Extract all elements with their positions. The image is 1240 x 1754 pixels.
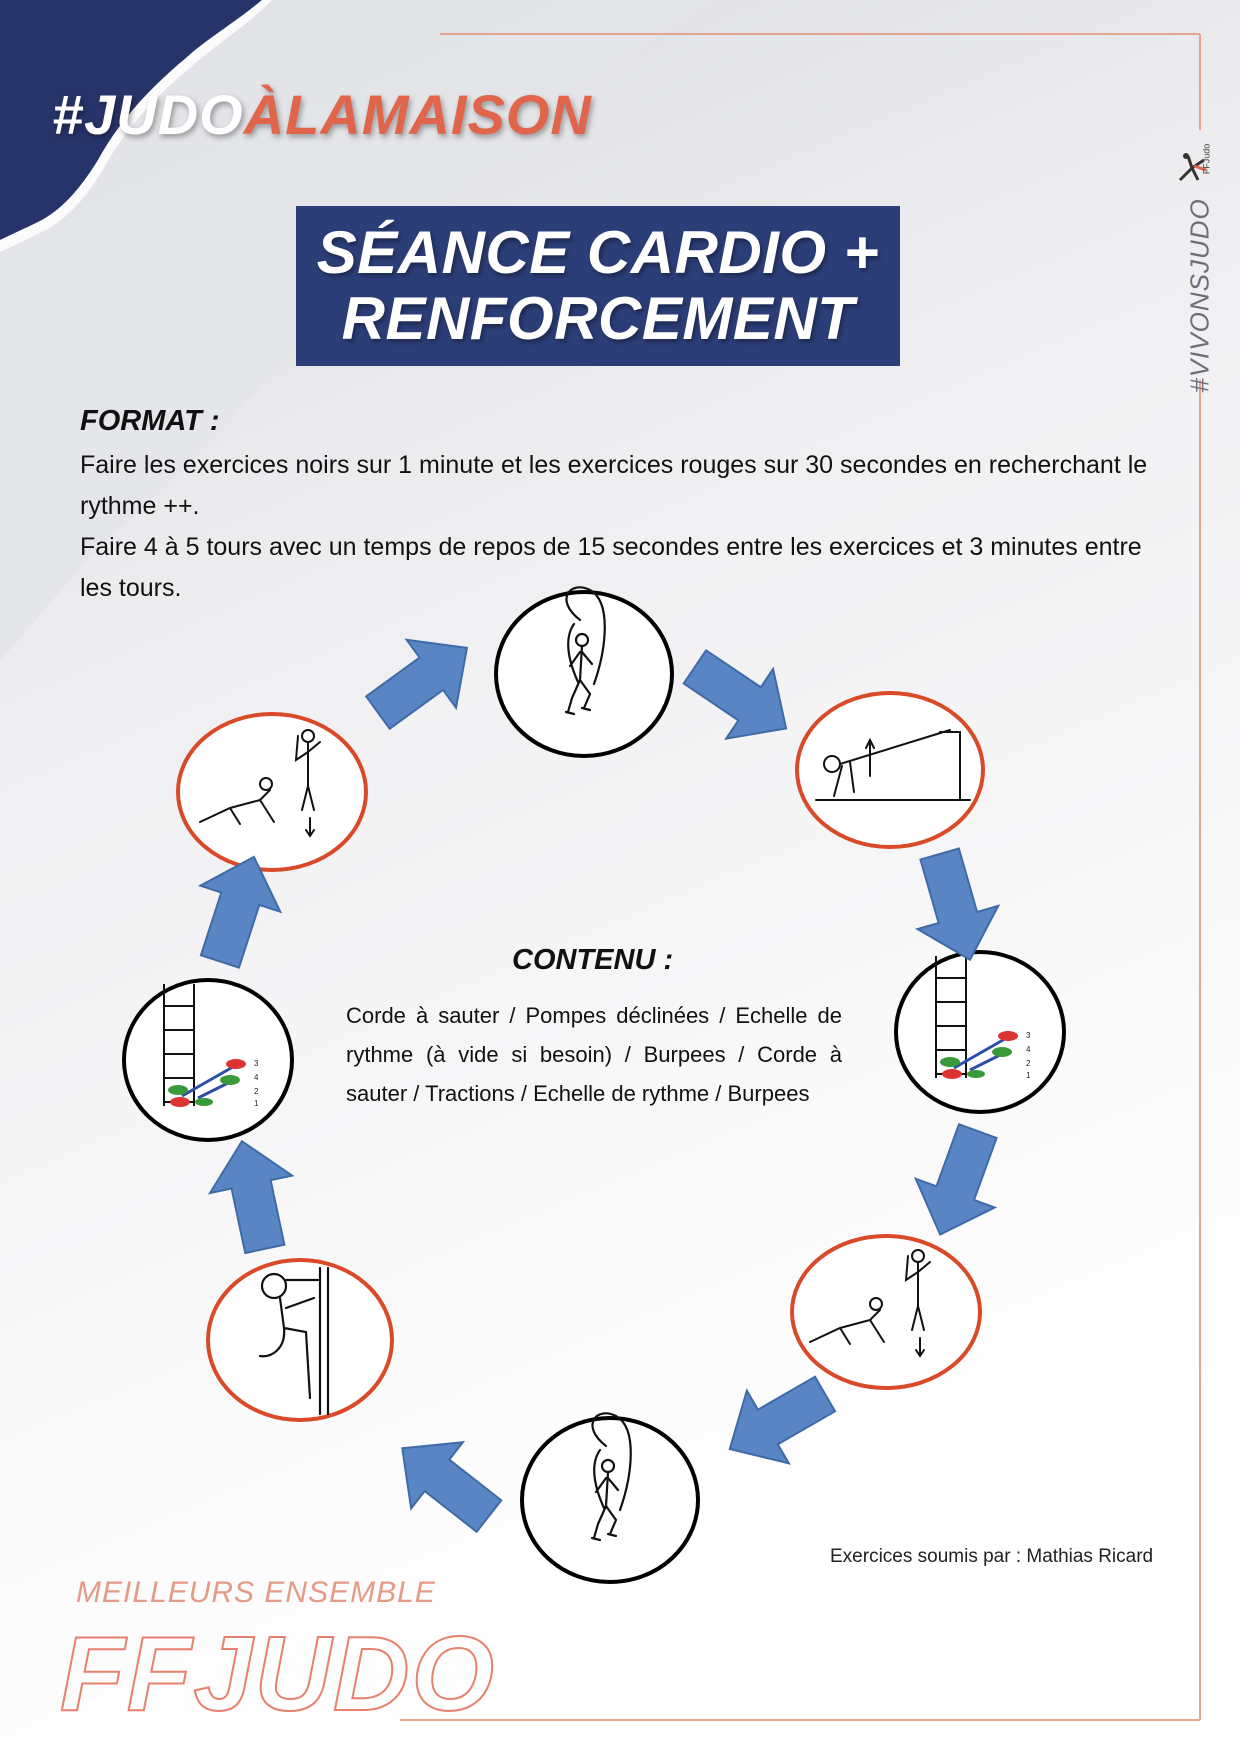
exercise-circle-burpee-left xyxy=(178,714,366,870)
arrow-2 xyxy=(671,632,809,763)
hashtag-white-part: #JUDO xyxy=(52,83,244,146)
footer-tagline: MEILLEURS ENSEMBLE xyxy=(76,1576,436,1609)
hashtag-orange-part: ÀLAMAISON xyxy=(243,83,592,146)
exercise-circle-ladder-left xyxy=(124,980,292,1140)
circuit-diagram: 3 4 2 1 xyxy=(0,0,1240,1754)
exercise-circle-decline-pushup xyxy=(797,693,983,847)
exercise-circle-jump-rope-top xyxy=(496,587,672,756)
title-line-1: SÉANCE CARDIO + xyxy=(316,219,880,286)
format-heading: FORMAT : xyxy=(80,405,220,437)
arrow-6 xyxy=(376,1415,514,1549)
format-text-line-2: Faire 4 à 5 tours avec un temps de repos de 15 secondes entre les exercices et 3 minutes entre les tours. xyxy=(80,533,1142,602)
exercise-circle-ladder-right xyxy=(896,952,1064,1112)
exercise-circle-pull-up xyxy=(208,1260,392,1420)
footer-brand: FFJUDO xyxy=(60,1615,496,1733)
arrow-1 xyxy=(353,614,491,747)
title-line-2: RENFORCEMENT xyxy=(341,285,855,352)
credit-text: Exercices soumis par : Mathias Ricard xyxy=(830,1546,1154,1567)
contenu-heading: CONTENU : xyxy=(512,944,674,976)
contenu-text: Corde à sauter / Pompes déclinées / Echelle de rythme (à vide si besoin) / Burpees / Corde à sauter / Tractions / Echelle de rythme / Burpees xyxy=(346,1003,842,1106)
format-text-line-1: Faire les exercices noirs sur 1 minute et les exercices rouges sur 30 secondes en recherchant le rythme ++. xyxy=(80,451,1148,520)
exercise-circle-jump-rope-bottom xyxy=(522,1413,698,1582)
arrow-4 xyxy=(901,1117,1018,1249)
arrow-7 xyxy=(201,1133,306,1258)
exercise-circle-burpee-right xyxy=(792,1236,980,1388)
arrow-5 xyxy=(709,1358,846,1486)
side-hashtag-text: #VIVONSJUDO xyxy=(1184,198,1215,393)
logo-caption: FFJudo xyxy=(1201,143,1212,175)
